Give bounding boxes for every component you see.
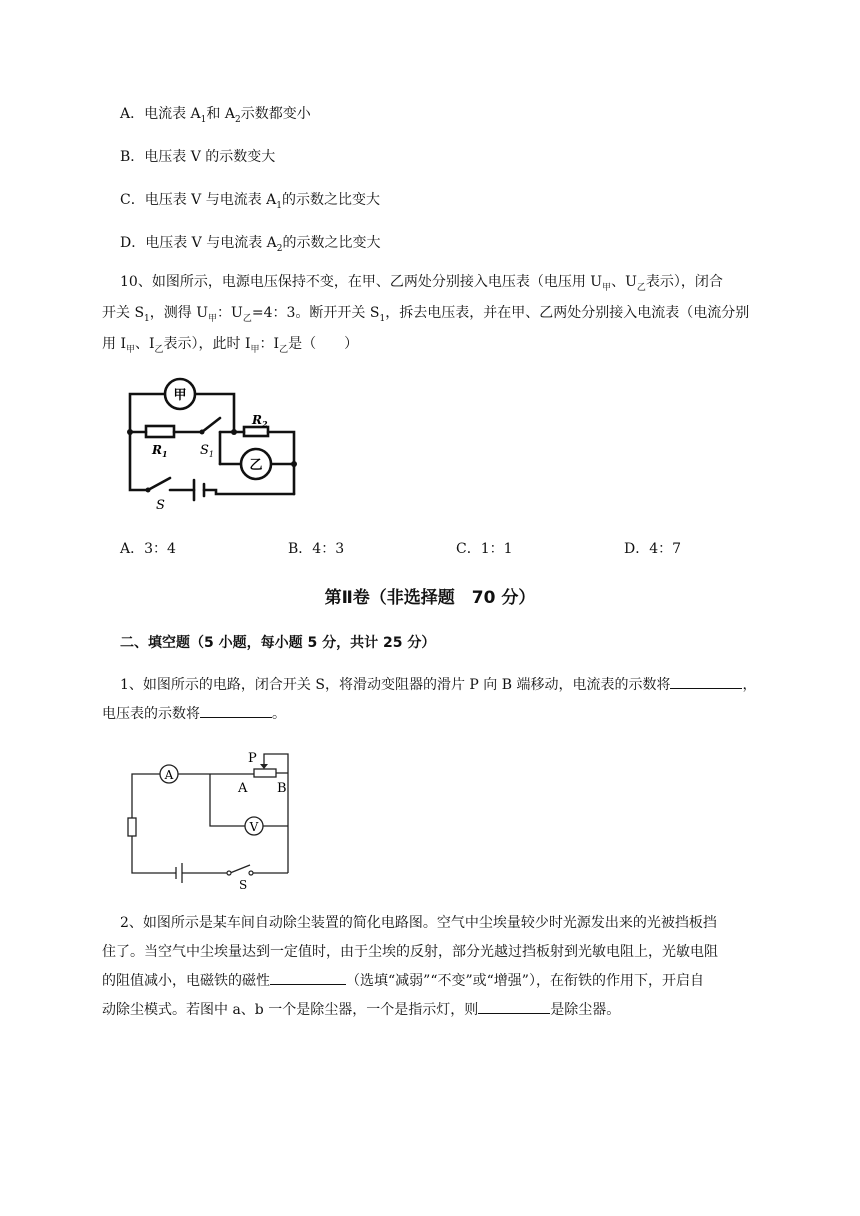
ammeter-label: A (164, 768, 174, 782)
yi-label: 乙 (249, 458, 263, 473)
s-label: S (156, 498, 165, 512)
q10-choice-c: C．1：1 (456, 541, 513, 557)
s-label: S (239, 878, 248, 892)
option-a: A．电流表 $A_1$和 $A_2$示数都变小 (120, 106, 311, 125)
a-label: A (238, 781, 248, 796)
fill-question-2 (102, 909, 802, 1025)
answer-blank (270, 968, 346, 985)
fill-q2-line3: 的阻值减小，电磁铁的磁性 （选填“减弱”“不变”或“增强”），在衔铁的作用下，开启自 (102, 967, 802, 996)
q10-line3: 用 $I_甲$、$I_乙$表示），此时 $I_甲$：$I_乙$是（ ） (102, 336, 359, 355)
option-c: C．电压表 V 与电流表 $A_1$的示数之比变大 (120, 192, 381, 211)
q10-circuit-diagram (118, 372, 308, 512)
option-b: B．电压表 V 的示数变大 (120, 149, 276, 165)
section-title: 二、填空题（5 小题，每小题 5 分，共计 25 分） (120, 635, 436, 651)
fill-q2-line4: 动除尘模式。若图中 a、b 一个是除尘器，一个是指示灯，则 是除尘器。 (102, 996, 802, 1025)
b-label: B (277, 781, 287, 796)
fill-q2-line1: 2、如图所示是某车间自动除尘装置的简化电路图。空气中尘埃量较少时光源发出来的光被挡板挡 (120, 915, 717, 931)
fill-q2-line2: 住了。当空气中尘埃量达到一定值时，由于尘埃的反射，部分光越过挡板射到光敏电阻上，光敏电阻 (102, 944, 718, 960)
fill-q1-circuit-diagram (118, 746, 303, 894)
q10-line1: 10、如图所示，电源电压保持不变，在甲、乙两处分别接入电压表（电压用 $U_甲$、$U_乙$表示），闭合 (120, 274, 723, 293)
jia-label: 甲 (173, 388, 187, 403)
s1-label: $S_1$ (200, 443, 214, 459)
q10-choice-a: A．3：4 (120, 541, 176, 557)
q10-choice-b: B．4：3 (288, 541, 345, 557)
r1-label: $R_1$ (152, 443, 168, 459)
q10-line2: 开关 $S_1$，测得 $U_甲$：$U_乙=4$：3。断开开关 $S_1$，拆去电压表，并在甲、乙两处分别接入电流表（电流分别 (102, 305, 750, 324)
option-d: D．电压表 V 与电流表 $A_2$的示数之比变大 (120, 235, 381, 254)
r2-label: $R_2$ (252, 413, 268, 429)
part-2-title: 第Ⅱ卷（非选择题 70 分） (324, 588, 536, 608)
answer-blank (478, 997, 550, 1014)
q10-choice-d: D．4：7 (624, 541, 682, 557)
fill-q1-line2: 电压表的示数将 。 (102, 700, 802, 729)
p-label: P (248, 751, 257, 766)
voltmeter-label: V (249, 820, 259, 834)
fill-question-1 (102, 671, 802, 729)
question-10 (102, 268, 802, 361)
answer-blank (200, 701, 272, 718)
fill-q1-line1: 1、如图所示的电路，闭合开关 S，将滑动变阻器的滑片 P 向 B 端移动，电流表的示数将 ， (102, 671, 802, 700)
answer-blank (670, 672, 742, 689)
